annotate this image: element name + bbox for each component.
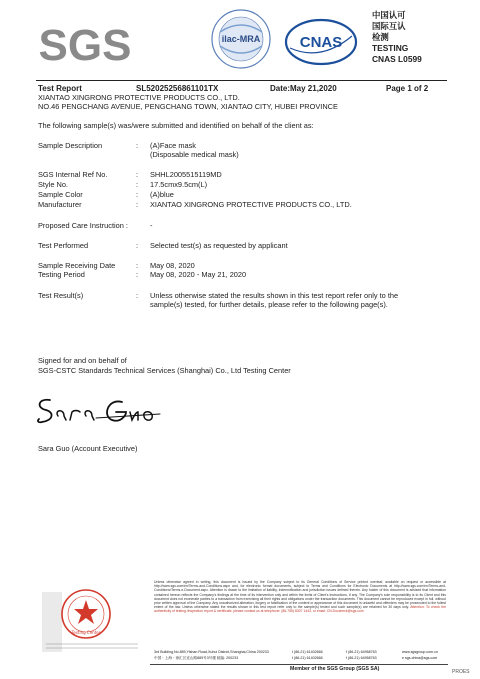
address-english: 3rd Building,No.889,Yishan Road,Xuhui District,Shanghai,China 200233	[154, 650, 269, 654]
care-label: Proposed Care Instruction :	[38, 221, 128, 230]
report-label: Test Report	[38, 84, 82, 93]
sample-description-label: Sample Description	[38, 141, 103, 150]
colon: :	[136, 200, 139, 209]
accreditation-line: CNAS L0599	[372, 54, 422, 64]
sample-description-sub: (Disposable medical mask)	[150, 150, 239, 159]
test-results-label: Test Result(s)	[38, 291, 84, 300]
sample-description-value: (A)Face mask	[150, 141, 196, 150]
stamp-text: Testing Center	[71, 630, 101, 635]
ref-value: SHHL2005515119MD	[150, 170, 222, 179]
ilac-logo-text: ilac-MRA	[221, 34, 261, 44]
colon: :	[136, 270, 139, 279]
email-link[interactable]: e sgs.china@sgs.com	[402, 656, 438, 660]
color-label: Sample Color	[38, 190, 83, 199]
address-chinese: 中国・上海・徐汇区宜山路889号3号楼 邮编: 200233	[154, 656, 239, 660]
fax: f (86-21) 64958763	[346, 650, 377, 654]
colon: :	[136, 141, 139, 150]
care-value: -	[150, 221, 153, 230]
ref-label: SGS Internal Ref No.	[38, 170, 108, 179]
form-code: PROES	[452, 669, 470, 675]
header-rule	[36, 80, 447, 81]
cnas-logo-text: CNAS	[299, 34, 343, 51]
footer-rule	[150, 664, 448, 665]
signatory-name: Sara Guo (Account Executive)	[38, 444, 138, 453]
signed-for-label: Signed for and on behalf of	[38, 356, 127, 365]
colon: :	[136, 291, 139, 300]
sgs-logo-text: SGS	[38, 21, 132, 68]
colon: :	[136, 180, 139, 189]
receiving-date-value: May 08, 2020	[150, 261, 195, 270]
official-stamp	[42, 584, 142, 656]
attention-text: Attention: To check the authenticity of testing /inspection report & certificate, please contact us at telephone: (86-755) 8307 1443, or email: CN.Doccheck@sgs.com	[154, 605, 446, 614]
color-value: (A)blue	[150, 190, 174, 199]
test-results-line: Unless otherwise stated the results shown in this test report refer only to the	[150, 291, 399, 300]
accreditation-line: 检测	[372, 32, 389, 42]
fax: f (86-21) 64958763	[346, 656, 377, 660]
style-label: Style No.	[38, 180, 68, 189]
telephone: t (86-21) 61402666	[292, 650, 323, 654]
manufacturer-label: Manufacturer	[38, 200, 82, 209]
company-address: NO.46 PENGCHANG AVENUE, PENGCHANG TOWN, XIANTAO CITY, HUBEI PROVINCE	[38, 102, 338, 111]
test-results-line: sample(s) tested, for further details, please refer to the following page(s).	[150, 300, 388, 309]
signing-entity: SGS-CSTC Standards Technical Services (Shanghai) Co., Ltd Testing Center	[38, 366, 291, 375]
intro-text: The following sample(s) was/were submitted and identified on behalf of the client as:	[38, 121, 314, 130]
accreditation-line: 国际互认	[372, 21, 406, 31]
accreditation-line: 中国认可	[372, 10, 406, 20]
accreditation-line: TESTING	[372, 43, 409, 53]
report-date: Date:May 21,2020	[270, 84, 337, 93]
test-performed-value: Selected test(s) as requested by applicant	[150, 241, 288, 250]
colon: :	[136, 241, 139, 250]
test-performed-label: Test Performed	[38, 241, 89, 250]
testing-period-value: May 08, 2020 - May 21, 2020	[150, 270, 247, 279]
member-notice: Member of the SGS Group (SGS SA)	[290, 666, 380, 672]
colon: :	[136, 190, 139, 199]
handwritten-signature	[36, 394, 166, 428]
legal-disclaimer	[154, 580, 446, 614]
receiving-date-label: Sample Receiving Date	[38, 261, 116, 270]
website-link[interactable]: www.sgsgroup.com.cn	[402, 650, 438, 654]
colon: :	[136, 261, 139, 270]
accreditation-block	[372, 10, 422, 65]
ilac-mra-logo	[208, 8, 274, 70]
cnas-logo	[284, 18, 358, 66]
page-number: Page 1 of 2	[386, 84, 429, 93]
colon: :	[136, 170, 139, 179]
company-name: XIANTAO XINGRONG PROTECTIVE PRODUCTS CO., LTD.	[38, 93, 240, 102]
style-value: 17.5cmx9.5cm(L)	[150, 180, 208, 189]
sgs-logo	[38, 20, 132, 68]
manufacturer-value: XIANTAO XINGRONG PROTECTIVE PRODUCTS CO., LTD.	[150, 200, 352, 209]
legal-text: Unless otherwise agreed in writing, this document is issued by the Company subject to its General Conditions of Service printed overleaf, available on request or accessible at http://www.sgs.com/en/Terms-and-Conditions.aspx and, for electronic format documents, subject to Terms and Conditions for Electronic Documents at http://www.sgs.com/en/Terms-and-Conditions/Terms-e-Document.aspx. Attention is drawn to the limitation of liability, indemnification and jurisdiction issues defined therein. Any holder of this document is advised that information contained hereon reflects the Company's findings at the time of its intervention only and within the limits of Client's instructions, if any. The Company's sole responsibility is to its Client and this document does not exonerate parties to a transaction from exercising all their rights and obligations under the transaction documents. This document cannot be reproduced except in full, without prior written approval of the Company. Any unauthorized alteration, forgery or falsification of the content or appearance of this document is unlawful and offenders may be prosecuted to the fullest extent of the law. Unless otherwise stated the results shown in this test report refer only to the sample(s) tested and such sample(s) are retained for 30 days only.	[154, 580, 446, 610]
telephone: t (86-21) 61402666	[292, 656, 323, 660]
report-number: SL52025256861101TX	[136, 84, 219, 93]
testing-period-label: Testing Period	[38, 270, 85, 279]
